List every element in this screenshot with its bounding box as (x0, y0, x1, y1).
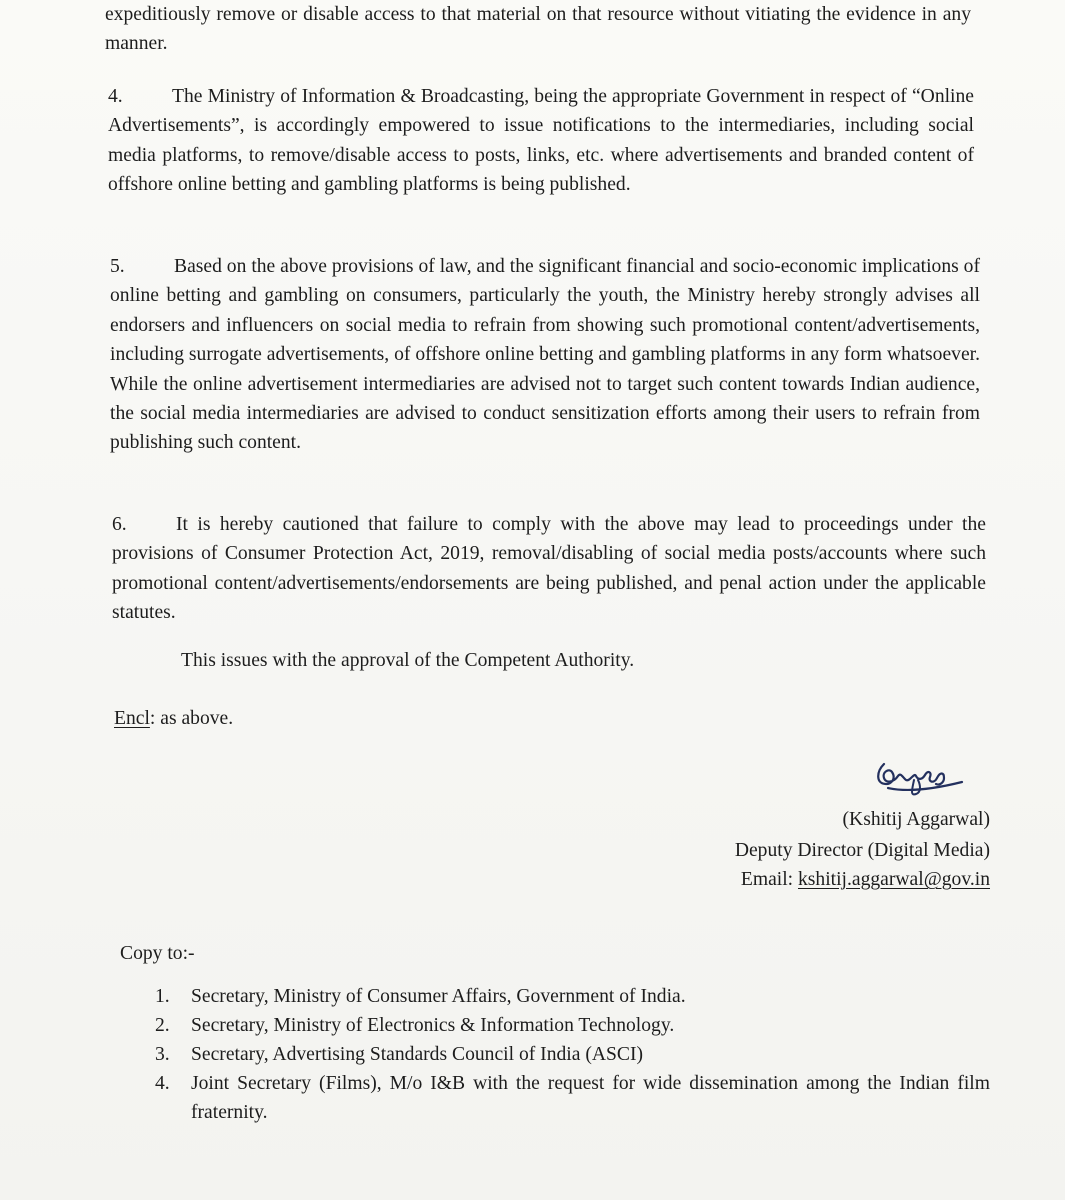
enclosure-line (114, 708, 233, 730)
approval-line: This issues with the approval of the Competent Authority. (181, 650, 635, 671)
signatory-name: (Kshitij Aggarwal) (842, 809, 990, 830)
list-item-text: Secretary, Ministry of Consumer Affairs, Government of India. (191, 986, 686, 1007)
continuation-text: expeditiously remove or disable access to that material on that resource without vitiating the evidence in any manner. (105, 4, 971, 55)
email-label: Email: (740, 869, 798, 890)
list-item (155, 982, 990, 1011)
paragraph-text: It is hereby cautioned that failure to comply with the above may lead to proceedings under the provisions of Consumer Protection Act, 2019, removal/disabling of social media posts/accounts where such promotional content/advertisements/endorsements are being published, and penal action under the applicable statutes. (112, 514, 986, 624)
list-item-index: 4. (155, 1073, 170, 1094)
copy-to-list (155, 982, 990, 1127)
paragraph-4 (108, 82, 974, 200)
paragraph-5 (110, 252, 980, 458)
list-item-text: Joint Secretary (Films), M/o I&B with the request for wide dissemination among the Indian film fraternity. (191, 1073, 990, 1123)
paragraph-number: 6. (112, 514, 127, 535)
list-item-text: Secretary, Advertising Standards Council of India (ASCI) (191, 1044, 644, 1065)
paragraph-text: Based on the above provisions of law, and the significant financial and socio-economic implications of online betting and gambling on consumers, particularly the youth, the Ministry hereby strongly advises all endorsers and influencers on social media to refrain from showing such promotional content/advertisements, including surrogate advertisements, of offshore online betting and gambling platforms in any form whatsoever. While the online advertisement intermediaries are advised not to target such content towards Indian audience, the social media intermediaries are advised to conduct sensitization efforts among their users to refrain from publishing such content. (110, 256, 980, 454)
list-item (155, 1011, 990, 1040)
list-item-index: 1. (155, 986, 170, 1007)
paragraph-text: The Ministry of Information & Broadcasting, being the appropriate Government in respect of “Online Advertisements”, is accordingly empowered to issue notifications to the intermediaries, including social media platforms, to remove/disable access to posts, links, etc. where advertisements and branded content of offshore online betting and gambling platforms is being published. (108, 86, 974, 196)
enclosure-label: Encl (114, 708, 150, 729)
list-item-index: 3. (155, 1044, 170, 1065)
paragraph-number: 4. (108, 86, 123, 107)
signatory-designation: Deputy Director (Digital Media) (734, 840, 990, 861)
email-link[interactable]: kshitij.aggarwal@gov.in (798, 869, 990, 890)
paragraph-6 (112, 510, 986, 628)
signatory-email (741, 869, 990, 891)
list-item (155, 1040, 990, 1069)
list-item-index: 2. (155, 1015, 170, 1036)
paragraph-number: 5. (110, 256, 125, 277)
list-item (155, 1069, 990, 1127)
list-item-text: Secretary, Ministry of Electronics & Information Technology. (191, 1015, 675, 1036)
signature-image (870, 742, 970, 800)
copy-to-heading: Copy to:- (120, 943, 195, 964)
enclosure-text: : as above. (149, 708, 234, 729)
